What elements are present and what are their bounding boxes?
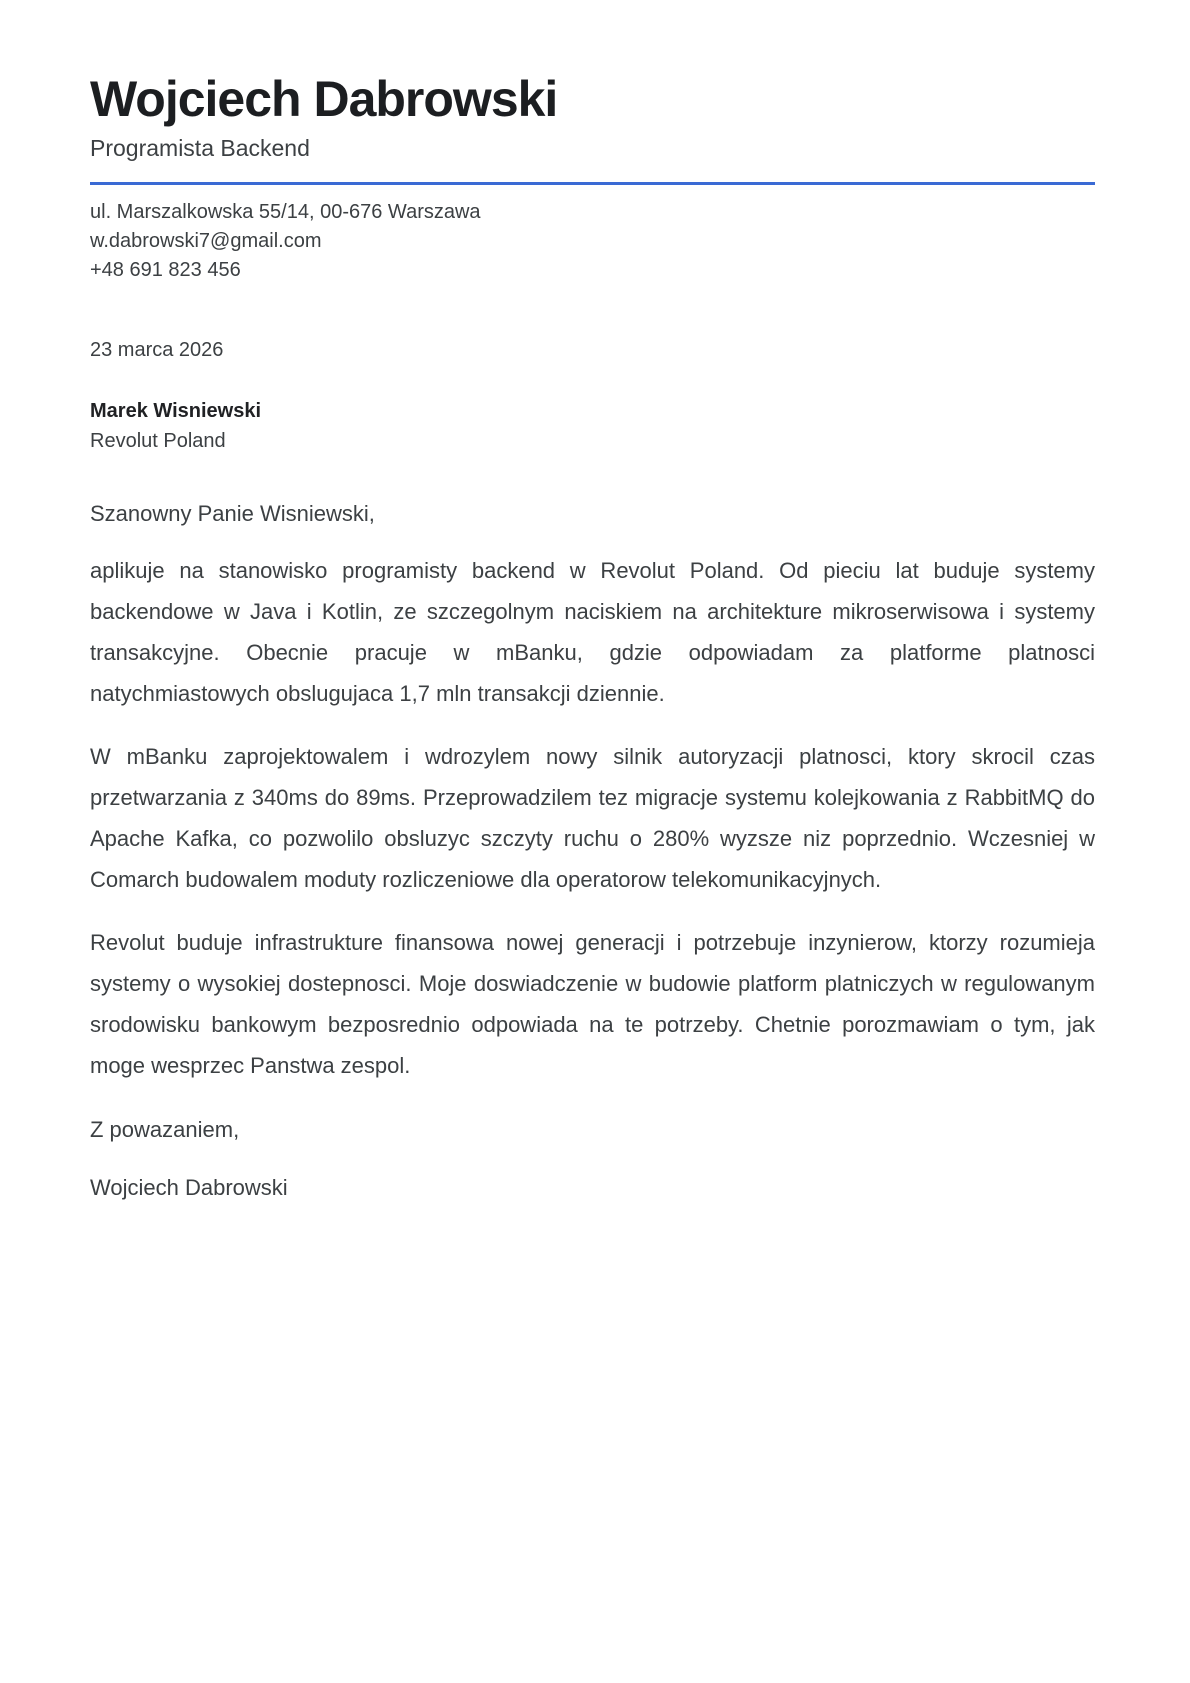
closing-line: Z powazaniem, bbox=[90, 1117, 240, 1143]
letter-date: 23 marca 2026 bbox=[90, 338, 224, 361]
sender-job-title: Programista Backend bbox=[90, 135, 310, 161]
signature-name: Wojciech Dabrowski bbox=[90, 1174, 288, 1200]
header-divider bbox=[90, 182, 1095, 185]
letter-header bbox=[90, 72, 1095, 285]
sender-name: Wojciech Dabrowski bbox=[90, 71, 558, 127]
recipient-block bbox=[90, 396, 1095, 456]
recipient-company: Revolut Poland bbox=[90, 429, 226, 452]
salutation: Szanowny Panie Wisniewski, bbox=[90, 500, 375, 526]
recipient-name: Marek Wisniewski bbox=[90, 399, 262, 422]
contact-address: ul. Marszalkowska 55/14, 00-676 Warszawa bbox=[90, 200, 481, 223]
contact-email: w.dabrowski7@gmail.com bbox=[90, 229, 322, 252]
body-paragraph-2: W mBanku zaprojektowalem i wdrozylem nowy silnik autoryzacji platnosci, ktory skrocil czas przetwarzania z 340ms do 89ms. Przeprowadzilem tez migracje systemu kolejkowania z RabbitMQ do Apache Kafka, co pozwolilo obsluzyc szczyty ruchu o 280% wyzsze niz poprzednio. Wczesniej w Comarch budowalem moduty rozliczeniowe dla operatorow telekomunikacyjnych. bbox=[90, 744, 1095, 893]
body-paragraph-1: aplikuje na stanowisko programisty backend w Revolut Poland. Od pieciu lat buduje systemy backendowe w Java i Kotlin, ze szczegolnym naciskiem na architekture mikroserwisowa i systemy transakcyjne. Obecnie pracuje w mBanku, gdzie odpowiadam za platforme platnosci natychmiastowych obslugujaca 1,7 mln transakcji dziennie. bbox=[90, 558, 1095, 707]
contact-block bbox=[90, 198, 1095, 285]
contact-phone: +48 691 823 456 bbox=[90, 258, 241, 281]
body-paragraph-3: Revolut buduje infrastrukture finansowa nowej generacji i potrzebuje inzynierow, ktorzy rozumieja systemy o wysokiej dostepnosci. Moje doswiadczenie w budowie platform platniczych w regulowanym srodowisku bankowym bezposrednio odpowiada na te potrzeby. Chetnie porozmawiam o tym, jak moge wesprzec Panstwa zespol. bbox=[90, 930, 1095, 1079]
